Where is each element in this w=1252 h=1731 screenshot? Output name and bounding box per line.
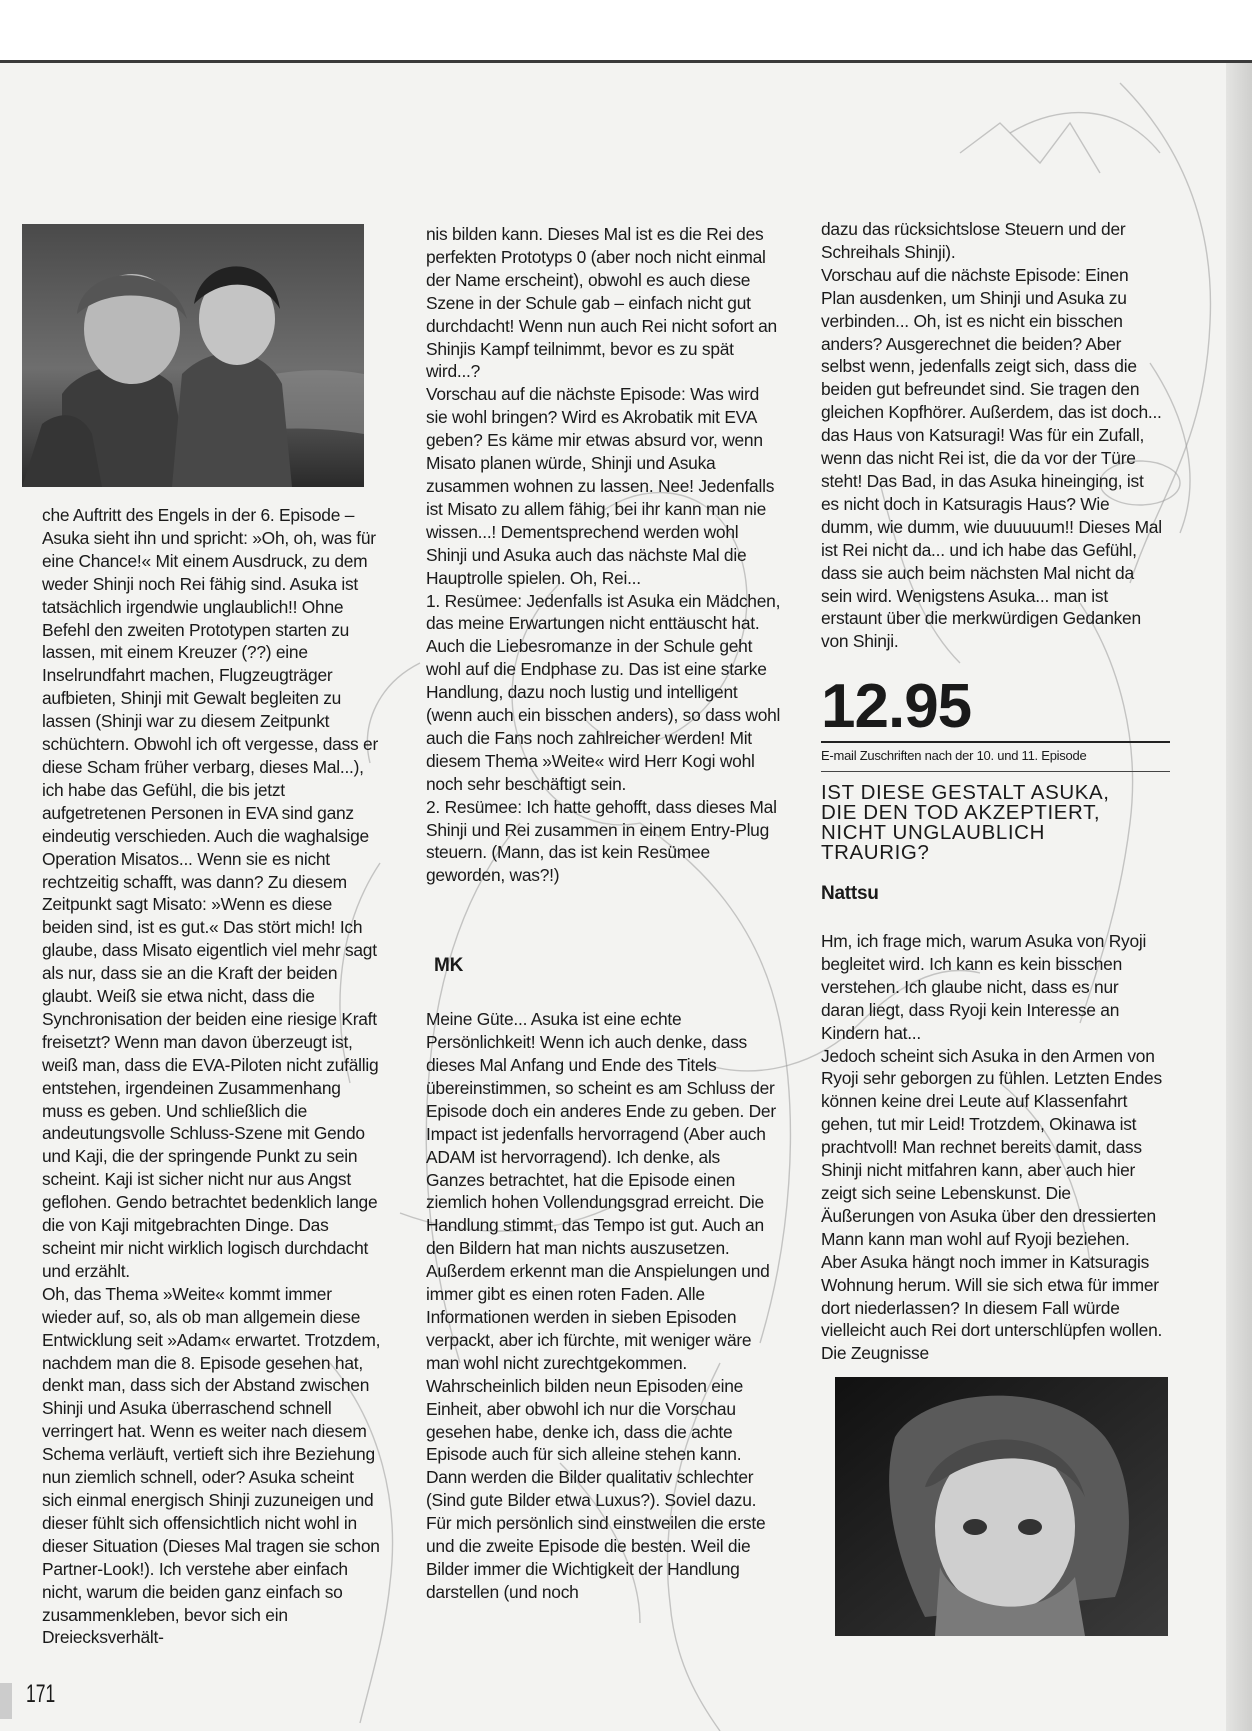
column-2 xyxy=(426,223,783,1604)
column-2-paragraph: nis bilden kann. Dieses Mal ist es die Rei des perfekten Prototyps 0 (aber noch nicht einmal der Name erscheint), obwohl es auch diese Szene in der Schule gab – einfach nicht gut durchdacht! Wenn nun auch Rei nicht sofort an Shinjis Kampf teilnimmt, bevor es zu spät wird...? xyxy=(426,224,777,382)
column-3-intro xyxy=(821,218,1165,653)
author-heading-mk: MK xyxy=(434,955,464,977)
nattsu-paragraph: Hm, ich frage mich, warum Asuka von Ryoji begleitet wird. Ich kann es kein bisschen verstehen. Ich glaube nicht, dass es nur daran liegt, dass Ryoji kein Interesse an Kindern hat... xyxy=(821,931,1147,1043)
mk-paragraph: Meine Güte... Asuka ist eine echte Persönlichkeit! Wenn ich auch denke, dass dieses Mal Anfang und Ende des Titels übereinstimmen, so scheint es am Schluss der Episode doch ein anderes Ende zu geben. Der Impact ist jedenfalls hervorragend (Aber auch ADAM ist hervorragend). Ich denke, als Ganzes betrachtet, hat die Episode einen ziemlich hohen Vollendungsgrad erreicht. Die Handlung stimmt, das Tempo ist gut. Auch an den Bildern hat man nichts auszusetzen. Außerdem erkennt man die Anspielungen und immer gibt es einen roten Faden. Alle Informationen werden in sieben Episoden verpackt, aber ich fürchte, mit weniger wäre man wohl nicht zurechtgekommen. Wahrscheinlich bilden neun Episoden eine Einheit, aber obwohl ich nur die Vorschau gesehen habe, denke ich, dass die achte Episode auch für sich alleine stehen kann. Dann werden die Bilder qualitativ schlechter (Sind gute Bilder etwa Luxus?). Soviel dazu. Für mich persönlich sind einstweilen die erste und die zweite Episode die besten. Weil die Bilder immer die Wichtigkeit der Handlung darstellen (und noch xyxy=(426,1009,776,1602)
anime-screenshot-character-portrait xyxy=(835,1377,1168,1636)
page-edge-mark xyxy=(0,1683,12,1719)
column-3-paragraph: Vorschau auf die nächste Episode: Einen Plan ausdenken, um Shinji und Asuka zu verbinden... Oh, ist es nicht ein bisschen anders? Ausgerechnet die beiden? Aber selbst wenn, jedenfalls zeigt sich, dass die beiden gut befreundet sind. Sie tragen den gleichen Kopfhörer. Außerdem, das ist doch... das Haus von Katsuragi! Was für ein Zufall, wenn das nicht Rei ist, die da vor der Türe steht! Das Bad, in das Asuka hineinging, ist es nicht doch in Katsuragis Haus? Wie dumm, wie dumm, wie duuuuum!! Dieses Mal ist Rei nicht da... und ich habe das Gefühl, dass sie auch beim nächsten Mal nicht da sein wird. Wenigstens Asuka... man ist erstaunt über die merkwürdigen Gedanken von Shinji. xyxy=(821,264,1162,652)
column-1-paragraph: Oh, das Thema »Weite« kommt immer wieder auf, so, als ob man allgemein diese Entwicklung seit »Adam« erwartet. Trotzdem, nachdem man die 8. Episode gesehen hat, denkt man, dass sich der Abstand zwischen Shinji und Asuka überraschend schnell verringert hat. Wenn es weiter nach diesem Schema verläuft, vertieft sich ihre Beziehung nun ziemlich schnell, oder? Asuka scheint sich einmal energisch Shinji zuzuneigen und dieser fühlt sich offensichtlich nicht wohl in dieser Situation (Dieses Mal tragen sie schon Partner-Look!). Ich verstehe aber einfach nicht, warum die beiden ganz einfach so zusammenkleben, bevor sich ein Dreiecksverhält- xyxy=(42,1283,381,1648)
column-2-paragraph: 2. Resümee: Ich hatte gehofft, dass dieses Mal Shinji und Rei zusammen in einem Entry-Plug steuern. (Mann, das ist kein Resümee geworden, was?!) xyxy=(426,796,777,886)
email-note: E-mail Zuschriften nach der 10. und 11. Episode xyxy=(821,748,1087,763)
column-3-paragraph: dazu das rücksichtslose Steuern und der Schreihals Shinji). xyxy=(821,219,1126,262)
section-headline: IST DIESE GESTALT ASUKA, DIE DEN TOD AKZEPTIERT, NICHT UNGLAUBLICH TRAURIG? xyxy=(821,781,1110,864)
page-number: 171 xyxy=(26,1680,56,1708)
section-date: 12.95 xyxy=(821,672,972,741)
section-rule-thin xyxy=(821,771,1170,772)
column-1-paragraph: che Auftritt des Engels in der 6. Episode – Asuka sieht ihn und spricht: »Oh, oh, was für eine Chance!« Mit einem Ausdruck, zu dem weder Shinji noch Rei fähig sind. Asuka ist tatsächlich irgendwie unglaublich!! Ohne Befehl den zweiten Prototypen starten zu lassen, mit einem Kreuzer (??) eine Inselrundfahrt machen, Flugzeugträger aufbieten, Shinji mit Gewalt begleiten zu lassen (Shinji war zu diesem Zeitpunkt schüchtern. Obwohl ich oft vergesse, dass er diese Scham früher verbarg, dieses Mal...), ich habe das Gefühl, die bis jetzt aufgetretenen Personen in EVA sind ganz eindeutig verschieden. Auch die waghalsige Operation Misatos... Wenn sie es nicht rechtzeitig schafft, was dann? Zu diesem Zeitpunkt sagt Misato: »Wenn es diese beiden sind, ist es gut.« Das stört mich! Ich glaube, dass Misato eigentlich viel mehr sagt als nur, dass sie an die Kraft der beiden glaubt. Weiß sie etwa nicht, dass die Synchronisation der beiden eine riesige Kraft freisetzt? Wenn man davon überzeugt ist, weiß man, dass die EVA-Piloten nicht zufällig entstehen, irgendeinen Zusammenhang muss es geben. Und schließlich die andeutungsvolle Schluss-Szene mit Gendo und Kaji, die der springende Punkt zu sein scheint. Kaji ist sicher nicht nur aus Angst geflohen. Gendo betrachtet bedenklich lange die von Kaji mitgebrachten Dinge. Das scheint mir nicht wirklich logisch durchdacht und erzählt. xyxy=(42,505,379,1281)
page-gutter-shadow xyxy=(1226,63,1252,1731)
column-2-paragraph: 1. Resümee: Jedenfalls ist Asuka ein Mädchen, das meine Erwartungen nicht enttäuscht hat. Auch die Liebesromanze in der Schule geht wohl auf die Endphase zu. Das ist eine starke Handlung, dazu noch lustig und intelligent (wenn auch ein bisschen anders), so dass wohl auch die Fans noch zahlreicher werden! Mit diesem Thema »Weite« wird Herr Kogi wohl noch sehr beschäftigt sein. xyxy=(426,590,781,794)
author-heading-nattsu: Nattsu xyxy=(821,883,879,904)
anime-screenshot-asuka-shinji xyxy=(22,224,364,487)
column-2-paragraph: Vorschau auf die nächste Episode: Was wird sie wohl bringen? Wird es Akrobatik mit EVA geben? Es käme mir etwas absurd vor, wenn Misato planen würde, Shinji und Asuka zusammen wohnen zu lassen. Nee! Jedenfalls ist Misato zu allem fähig, bei ihr kann man nie wissen...! Dementsprechend werden wohl Shinji und Asuka auch das nächste Mal die Hauptrolle spielen. Oh, Rei... xyxy=(426,384,775,588)
top-margin xyxy=(0,0,1252,60)
column-1 xyxy=(42,504,384,1649)
nattsu-paragraph: Jedoch scheint sich Asuka in den Armen von Ryoji sehr geborgen zu fühlen. Letzten Endes können keine drei Leute auf Klassenfahrt gehen, tut mir Leid! Trotzdem, Okinawa ist prachtvoll! Man rechnet bereits damit, dass Shinji nicht mitfahren kann, aber auch hier zeigt sich seine Lebenskunst. Die Äußerungen von Asuka über den dressierten Mann kann man wohl auf Ryoji beziehen. Aber Asuka hängt noch immer in Katsuragis Wohnung herum. Will sie sich etwa für immer dort niederlassen? In diesem Fall würde vielleicht auch Rei dort unterschlüpfen wollen. Die Zeugnisse xyxy=(821,1045,1163,1364)
section-rule xyxy=(821,741,1170,743)
nattsu-text xyxy=(821,930,1165,1365)
